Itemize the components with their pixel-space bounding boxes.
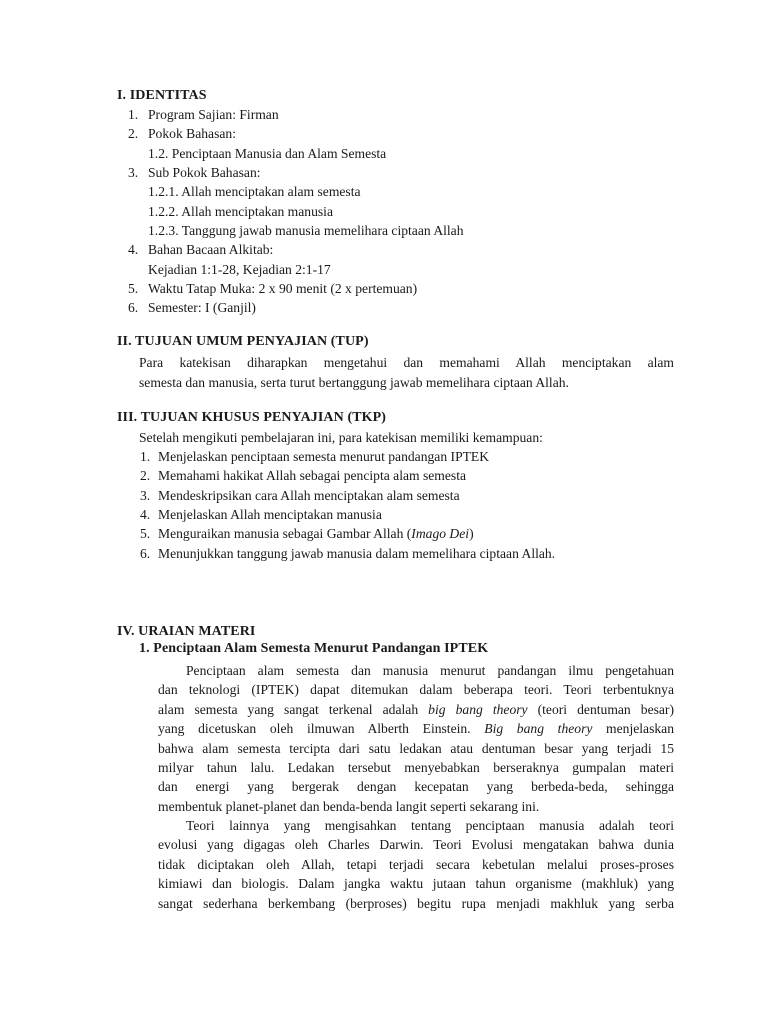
list-subitem: 1.2.3. Tanggung jawab manusia memelihara ciptaan Allah	[148, 223, 464, 238]
list-number: 6.	[128, 300, 139, 315]
list-item: Semester: I (Ganjil)	[148, 300, 256, 315]
paragraph-line: milyar tahun lalu. Ledakan tersebut menyebabkan berseraknya gumpalan materi	[158, 760, 674, 776]
list-item: Menjelaskan Allah menciptakan manusia	[158, 507, 382, 522]
list-item: Pokok Bahasan:	[148, 126, 236, 141]
paragraph-line: membentuk planet-planet dan benda-benda langit seperti sekarang ini.	[158, 798, 540, 814]
list-item: Bahan Bacaan Alkitab:	[148, 242, 274, 257]
line-text: yang dicetuskan oleh ilmuwan Alberth Einstein.	[158, 721, 485, 737]
list-number: 5.	[140, 526, 151, 541]
list-item: Menjelaskan penciptaan semesta menurut pandangan IPTEK	[158, 449, 490, 464]
list-item: Waktu Tatap Muka: 2 x 90 menit (2 x pertemuan)	[148, 281, 418, 296]
list-number: 1.	[140, 449, 151, 464]
section-3-heading: III. TUJUAN KHUSUS PENYAJIAN (TKP)	[117, 410, 387, 425]
list-item: Program Sajian: Firman	[148, 107, 279, 122]
list-number: 1.	[128, 107, 139, 122]
paragraph-line: bahwa alam semesta tercipta dari satu ledakan atau dentuman besar yang terjadi 15	[158, 740, 674, 756]
list-item: Memahami hakikat Allah sebagai pencipta alam semesta	[158, 468, 467, 483]
list-number: 3.	[140, 488, 151, 503]
line-text: menjelaskan	[592, 721, 674, 737]
list-number: 4.	[140, 507, 151, 522]
paragraph-line	[158, 700, 674, 719]
materi-paragraph-1	[158, 661, 674, 816]
list-item: Sub Pokok Bahasan:	[148, 165, 261, 180]
line-text: (teori dentuman besar)	[527, 701, 674, 717]
paragraph-line: Para katekisan diharapkan mengetahui dan memahami Allah menciptakan alam	[139, 355, 674, 370]
list-subitem: 1.2. Penciptaan Manusia dan Alam Semesta	[148, 146, 387, 161]
section-4-heading: IV. URAIAN MATERI	[117, 624, 256, 639]
list-item: Mendeskripsikan cara Allah menciptakan alam semesta	[158, 488, 460, 503]
paragraph-line: Penciptaan alam semesta dan manusia menurut pandangan ilmu pengetahuan	[186, 663, 674, 678]
line-text: alam semesta yang sangat terkenal adalah	[158, 701, 429, 717]
paragraph-line: tidak diciptakan oleh Allah, tetapi terjadi secara kebetulan melalui proses-proses	[158, 856, 674, 872]
list-item: Menunjukkan tanggung jawab manusia dalam memelihara ciptaan Allah.	[158, 546, 556, 561]
list-number: 3.	[128, 165, 139, 180]
list-number: 2.	[128, 126, 139, 141]
list-item-text-after: )	[469, 526, 474, 541]
subsection-heading: 1. Penciptaan Alam Semesta Menurut Pandangan IPTEK	[139, 641, 489, 656]
list-number: 2.	[140, 468, 151, 483]
paragraph-line: semesta dan manusia, serta turut bertanggung jawab memelihara ciptaan Allah.	[139, 375, 569, 390]
list-number: 4.	[128, 242, 139, 257]
tkp-intro: Setelah mengikuti pembelajaran ini, para katekisan memiliki kemampuan:	[139, 430, 543, 445]
list-subitem: 1.2.1. Allah menciptakan alam semesta	[148, 184, 361, 199]
section-1-heading: I. IDENTITAS	[117, 88, 207, 103]
paragraph-line: dan teknologi (IPTEK) dapat ditemukan dalam beberapa teori. Teori terbentuknya	[158, 682, 674, 698]
list-number: 6.	[140, 546, 151, 561]
list-item-italic: Imago Dei	[411, 526, 470, 541]
list-item-text: Menguraikan manusia sebagai Gambar Allah (	[158, 526, 412, 541]
list-number: 5.	[128, 281, 139, 296]
paragraph-line: Teori lainnya yang mengisahkan tentang penciptaan manusia adalah teori	[186, 818, 674, 833]
list-subitem: Kejadian 1:1-28, Kejadian 2:1-17	[148, 262, 331, 277]
paragraph-line: kimiawi dan biologis. Dalam jangka waktu jutaan tahun organisme (makhluk) yang	[158, 876, 674, 892]
materi-paragraph-2	[158, 816, 674, 913]
line-italic: Big bang theory	[484, 721, 593, 737]
paragraph-line: sangat sederhana berkembang (berproses) begitu rupa menjadi makhluk yang serba	[158, 895, 674, 911]
list-item	[158, 526, 474, 542]
list-subitem: 1.2.2. Allah menciptakan manusia	[148, 204, 333, 219]
paragraph-line	[158, 719, 674, 738]
tup-paragraph	[139, 355, 674, 391]
section-2-heading: II. TUJUAN UMUM PENYAJIAN (TUP)	[117, 334, 369, 349]
paragraph-line: evolusi yang digagas oleh Charles Darwin. Teori Evolusi mengatakan bahwa dunia	[158, 837, 674, 853]
paragraph-line: dan energi yang bergerak dengan kecepatan yang berbeda-beda, sehingga	[158, 779, 674, 795]
line-italic: big bang theory	[428, 701, 528, 717]
